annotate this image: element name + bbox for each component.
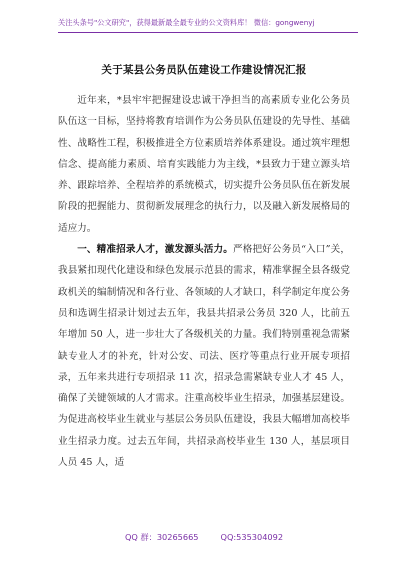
intro-paragraph: 近年来，*县牢牢把握建设忠诚干净担当的高素质专业化公务员队伍这一目标，坚持将教育培训作为公务员队伍建设的先导性、基础性、战略性工程，积极推进全方位素质培养体系建设。通过筑牢理想信念、提高能力素质、培育实践能力为主线，*县致力于建立源头培养、跟踪培养、全程培养的系统模式，切实提升公务员队伍在新发展阶段的把握能力、贯彻新发展理念的执行力，以及融入新发展格局的适应力。 bbox=[58, 95, 350, 234]
footer-banner bbox=[0, 532, 408, 543]
section-1-text: 严格把好公务员“入口”关，我县紧扣现代化建设和绿色发展示范县的需求，精准掌握全县各级党政机关的编制情况和各行业、各领域的人才缺口，科学制定年度公务员和选调生招录计划过去五年，我县共招录公务员 320 人，比前五年增加 50 人，进一步壮大了各级机关的力量。我们特别重视急需紧缺专业人才的补充，针对公安、司法、医疗等重点行业开展专项招录，五年来共进行专项招录 11 次，招录急需紧缺专业人才 45 人，确保了关键领域的人才需求。注重高校毕业生招录，加强基层建设。为促进高校毕业生就业与基层公务员队伍建设，我县大幅增加高校毕业生招录力度。过去五年间，共招录高校毕业生 130 人，基层项目人员 45 人，适 bbox=[58, 244, 351, 469]
footer-qq-group: QQ 群：30265665 bbox=[124, 532, 199, 542]
section-1-heading: 一、精准招录人才，激发源头活力。 bbox=[77, 244, 233, 256]
document-title: 关于某县公务员队伍建设工作建设情况汇报 bbox=[101, 64, 307, 76]
section-1-paragraph bbox=[58, 239, 350, 473]
footer-qq-contact: QQ:535304092 bbox=[220, 532, 284, 542]
header-banner: 关注头条号"公文研究"，获得最新最全最专业的公文资料库！ 微信：gongwenyj bbox=[58, 14, 358, 33]
document-body bbox=[58, 90, 350, 473]
